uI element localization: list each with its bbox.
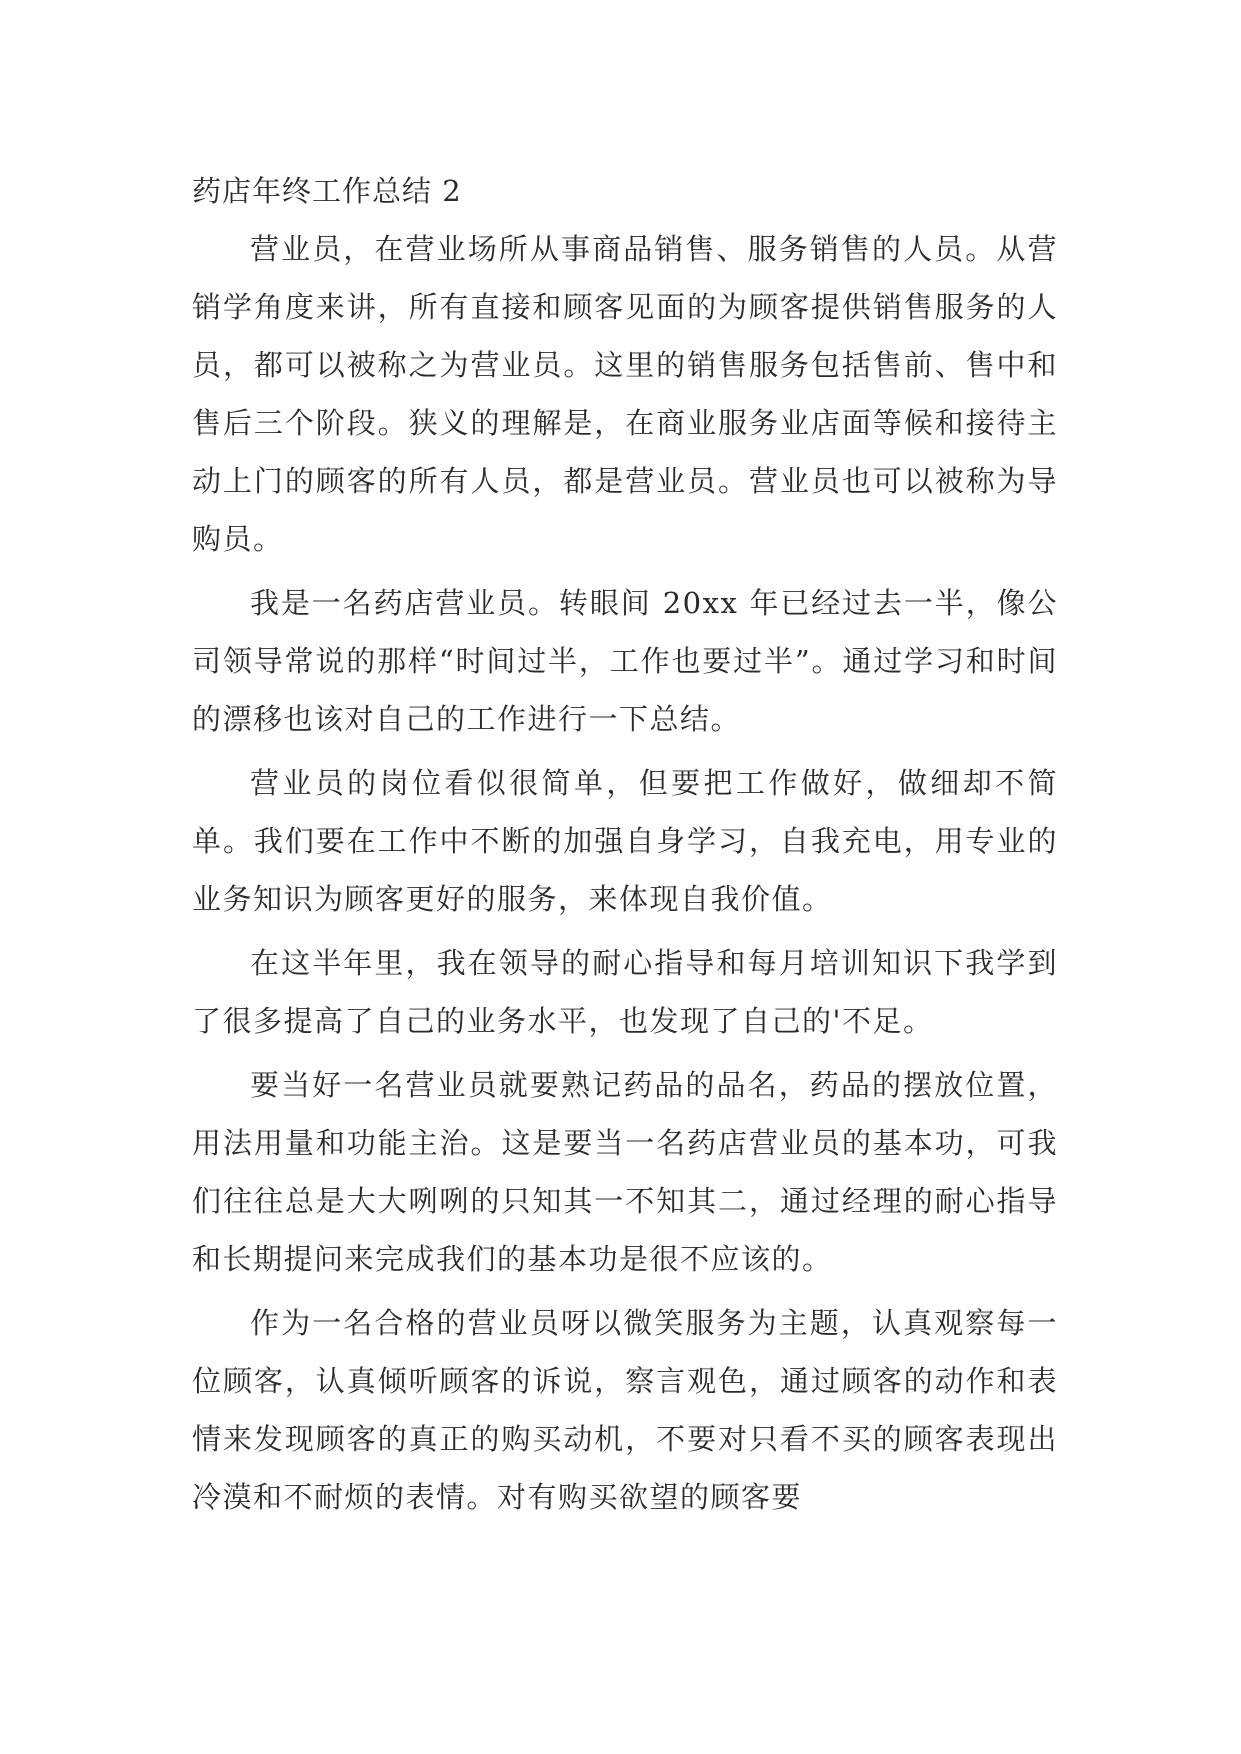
paragraph-job-difficulty: 营业员的岗位看似很简单，但要把工作做好，做细却不简单。我们要在工作中不断的加强自身学习，自我充电，用专业的业务知识为顾客更好的服务，来体现自我价值。 <box>192 766 1058 916</box>
paragraph-half-year-learning: 在这半年里，我在领导的耐心指导和每月培训知识下我学到了很多提高了自己的业务水平，也发现了自己的'不足。 <box>192 946 1058 1038</box>
document-body <box>192 162 1058 1526</box>
document-title: 药店年终工作总结 2 <box>192 174 462 208</box>
paragraph-salesperson-definition: 营业员，在营业场所从事商品销售、服务销售的人员。从营销学角度来讲，所有直接和顾客见面的为顾客提供销售服务的人员，都可以被称之为营业员。这里的销售服务包括售前、售中和售后三个阶段。狭义的理解是，在商业服务业店面等候和接待主动上门的顾客的所有人员，都是营业员。营业员也可以被称为导购员。 <box>192 232 1058 556</box>
paragraph-smile-service: 作为一名合格的营业员呀以微笑服务为主题，认真观察每一位顾客，认真倾听顾客的诉说，察言观色，通过顾客的动作和表情来发现顾客的真正的购买动机，不要对只看不买的顾客表现出冷漠和不耐烦的表情。对有购买欲望的顾客要 <box>192 1306 1058 1514</box>
paragraph-self-introduction: 我是一名药店营业员。转眼间 20xx 年已经过去一半，像公司领导常说的那样“时间过半，工作也要过半”。通过学习和时间的漂移也该对自己的工作进行一下总结。 <box>192 586 1058 736</box>
paragraph-drug-knowledge: 要当好一名营业员就要熟记药品的品名，药品的摆放位置，用法用量和功能主治。这是要当一名药店营业员的基本功，可我们往往总是大大咧咧的只知其一不知其二，通过经理的耐心指导和长期提问来完成我们的基本功是很不应该的。 <box>192 1068 1058 1276</box>
